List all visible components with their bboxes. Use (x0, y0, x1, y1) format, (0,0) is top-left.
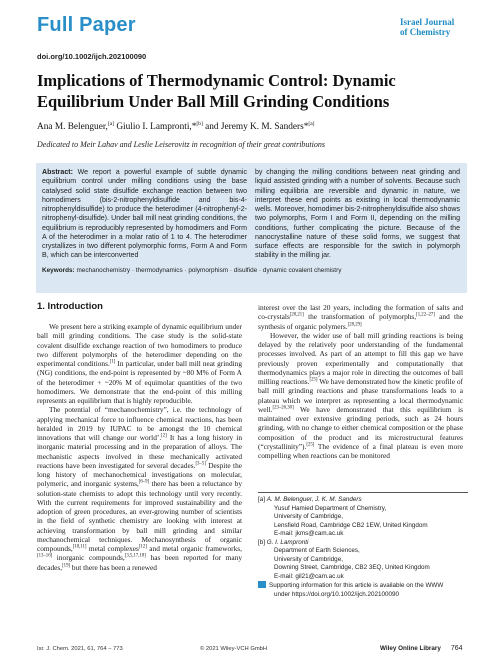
body-left-column (37, 322, 242, 572)
keywords (42, 267, 462, 274)
keywords-label: Keywords: (42, 267, 75, 274)
citation-ref[interactable]: [20,21] (289, 312, 304, 318)
author-sup: [b] (196, 121, 203, 127)
journal-name (400, 17, 462, 37)
citation-ref[interactable]: [3,5,17,18] (124, 553, 146, 559)
supporting-info-text: Supporting information for this article is available on the WWW (269, 582, 444, 589)
body-text: but there has been a renewed (70, 562, 157, 572)
body-text: It has a long history in inorganic material processing and in the preparation of alloys. The mechanistic aspects involved in these mechanically activated reactions have been investigated for several decades. (37, 433, 242, 470)
body-text: interest over the last 20 years, including the formation of salts and co-crystals (258, 303, 463, 322)
affiliation-line: Lensfield Road, Cambridge CB2 1EW, United Kingdom (274, 521, 428, 529)
journal-name-line1: Israel Journal (400, 17, 455, 27)
citation-ref[interactable]: [1] (109, 359, 116, 365)
affiliation-divider (258, 492, 468, 493)
body-paragraph (37, 405, 242, 572)
affiliation-a (258, 496, 468, 505)
citation-ref[interactable]: [1,22–27] (416, 312, 435, 318)
supporting-info-icon (258, 581, 266, 588)
author-belenguer: Ana M. Belenguer, (37, 122, 108, 133)
affiliation-label: [a] (258, 496, 266, 503)
section-heading: 1. Introduction (37, 301, 103, 312)
wiley-online-library-link[interactable]: Wiley Online Library (380, 645, 441, 652)
affiliation-line: Downing Street, Cambridge, CB2 3EQ, United Kingdom (274, 564, 430, 571)
citation-ref[interactable]: [28,29] (347, 322, 362, 328)
doi[interactable]: doi.org/10.1002/ijch.202100090 (37, 52, 147, 61)
body-text: the transformation of polymorphs, (303, 312, 417, 322)
body-text: inorganic compounds, (52, 553, 125, 563)
affiliation-line: University of Cambridge, (274, 555, 343, 563)
citation-ref[interactable]: [25] (306, 442, 315, 448)
keywords-list: mechanochemistry · thermodynamics · polymorphism · disulfide · dynamic covalent chemistry (74, 267, 342, 274)
body-text: and metal organic frameworks, (146, 544, 242, 553)
footer-library (380, 645, 463, 652)
supporting-info (258, 581, 468, 591)
abstract-text-left: We report a powerful example of subtle dynamic equilibrium control under milling conditions using the base catalysed solid state disulfide exchange reaction between two homodimers (bis-2-nitrophenyldisulfide and bis-4-nitrophenyldisulfide) to produce the heterodimer (4-nitrophenyl-2-nitrophenyl-disulfide). Under ball mill neat grinding conditions, the equilibrium is reproducibly represented by homodimers and Form A of the heterodimer in a molar ratio of 1 to 4. The heterodimer crystallizes in two different polymorphic forms, Form A and Form B, which can be interconverted (42, 169, 247, 260)
footer-citation: Isr. J. Chem. 2021, 61, 764 – 773 (37, 646, 123, 652)
citation-ref[interactable]: [10,11] (72, 544, 87, 550)
body-paragraph (37, 322, 242, 405)
dedication: Dedicated to Meir Lahav and Leslie Leiserovitz in recognition of their great contributions (37, 140, 325, 149)
citation-ref[interactable]: [19] (62, 563, 71, 569)
abstract-right-column (255, 168, 460, 261)
author-list (37, 121, 467, 132)
body-paragraph (258, 303, 463, 331)
citation-ref[interactable]: [25] (309, 377, 318, 383)
citation-ref[interactable]: [13–16] (37, 553, 53, 559)
body-text: Despite the long history of mechanochemical investigations on molecular, polymeric, and inorganic systems, (37, 460, 242, 489)
body-text: We have demonstrated how the kinetic profile of ball mill grinding reactions and phase transformations leads to a plateau which we interpret as representing a local thermodynamic well. (258, 377, 463, 414)
citation-ref[interactable]: [3–5] (195, 461, 206, 467)
body-text: The evidence of a final plateau is even more compelling when reactions can be monitored (258, 441, 463, 460)
body-text: We have demonstrated that this equilibrium is maintained over extensive grinding periods, such as 24 hours grinding, with no change to either chemical composition or the phase composition of the product and its microstructural features (“crystallinity”). (258, 404, 463, 451)
affiliation-authors: A. M. Belenguer, J. K. M. Sanders (266, 496, 362, 503)
body-text: In particular, under ball mill neat grinding (NG) conditions, the end-point is represented by ~80 M% of Form A of the heterodimer + ~20% M of equimolar quantities of the two homodimers. We demonstrate that the end-point of this milling represents an equilibrium that is highly reproducible. (37, 359, 243, 405)
citation-ref[interactable]: [23–26,30] (272, 405, 294, 411)
affiliations (258, 496, 468, 599)
citation-ref[interactable]: [6–9] (138, 479, 150, 485)
citation-ref[interactable]: [12] (138, 544, 147, 550)
affiliation-email[interactable]: E-mail: jkms@cam.ac.uk (274, 530, 344, 537)
body-text: We present here a striking example of dynamic equilibrium under ball mill grinding conditions. The case study is the solid-state covalent disulfide exchange reaction of two homodimers to produce two different polymorphs of the heterodimer depending on the experimental conditions. (37, 322, 242, 368)
affiliation-authors: G. I. Lampronti (266, 538, 309, 546)
affiliation-email[interactable]: E-mail: gil21@cam.ac.uk (274, 572, 344, 580)
affiliation-line: Yusuf Hamied Department of Chemistry, (274, 504, 387, 512)
author-sup: [a] (107, 121, 114, 127)
page-number: 764 (450, 645, 463, 652)
abstract-text-right: by changing the milling conditions between neat grinding and liquid assisted grinding with a number of solvents. Because such milling equilibria are reversible and dynamic in nature, we interpret these end points as existing in local thermodynamic wells. Moreover, homodimer bis-2-nitrophenyldisulfide also shows two polymorphs, Form I and Form II, depending on the milling conditions, further complicating the picture. Because of the nanocrystalline nature of these solid forms, we suggest that surface effects are responsible for the switch in polymorph stability in the milling jar. (255, 169, 460, 260)
body-text: However, the wider use of ball mill grinding reactions is being delayed by the relatively poor understanding of the fundamental processes involved. As part of an attempt to fill this gap we have previously proven experimentally and computationally that thermodynamics plays a major role in directing the outcomes of ball milling reactions. (258, 330, 463, 386)
abstract-left-column (42, 168, 247, 261)
body-text: The potential of “mechanochemistry”, i.e. the technology of applying mechanical force to influence chemical reactions, has been heralded in 2019 by IUPAC to be amongst the 10 chemical innovations that will change our world’. (37, 405, 242, 442)
body-paragraph (258, 331, 463, 461)
affiliation-b (258, 539, 468, 548)
article-title: Implications of Thermodynamic Control: Dynamic Equilibrium Under Ball Mill Grinding Conditions (37, 71, 396, 111)
body-right-column (258, 303, 463, 460)
supporting-info-link[interactable]: under https://doi.org/10.1002/ijch.202100090 (274, 590, 399, 598)
body-text: there has been a reluctance by solution-state chemists to adopt this technology until very recently. With the current requirements for improved sustainability and the adoption of green procedures, an ever-growing number of scientists in the field of synthetic chemistry are looking with interest at achieving transformation by ball mill grinding and similar mechanochemical techniques. Mechanosynthesis of organic compounds, (37, 479, 242, 553)
author-lampronti: Giulio I. Lampronti,* (114, 122, 197, 133)
affiliation-label: [b] (258, 538, 266, 546)
footer-copyright: © 2021 Wiley-VCH GmbH (200, 646, 268, 652)
abstract-label: Abstract: (42, 169, 73, 176)
body-text: has been reported for many decades, (37, 553, 242, 572)
journal-name-line2: of Chemistry (400, 27, 451, 37)
section-label: Full Paper (37, 14, 136, 36)
affiliation-line: University of Cambridge, (274, 513, 343, 520)
affiliation-line: Department of Earth Sciences, (274, 547, 360, 554)
author-sanders: and Jeremy K. M. Sanders* (202, 122, 309, 133)
author-sup: [a] (308, 121, 315, 127)
body-text: and the synthesis of organic polymers. (258, 312, 464, 331)
citation-ref[interactable]: [2] (161, 433, 167, 439)
body-text: metal complexes (86, 544, 139, 553)
abstract-box (36, 163, 467, 293)
